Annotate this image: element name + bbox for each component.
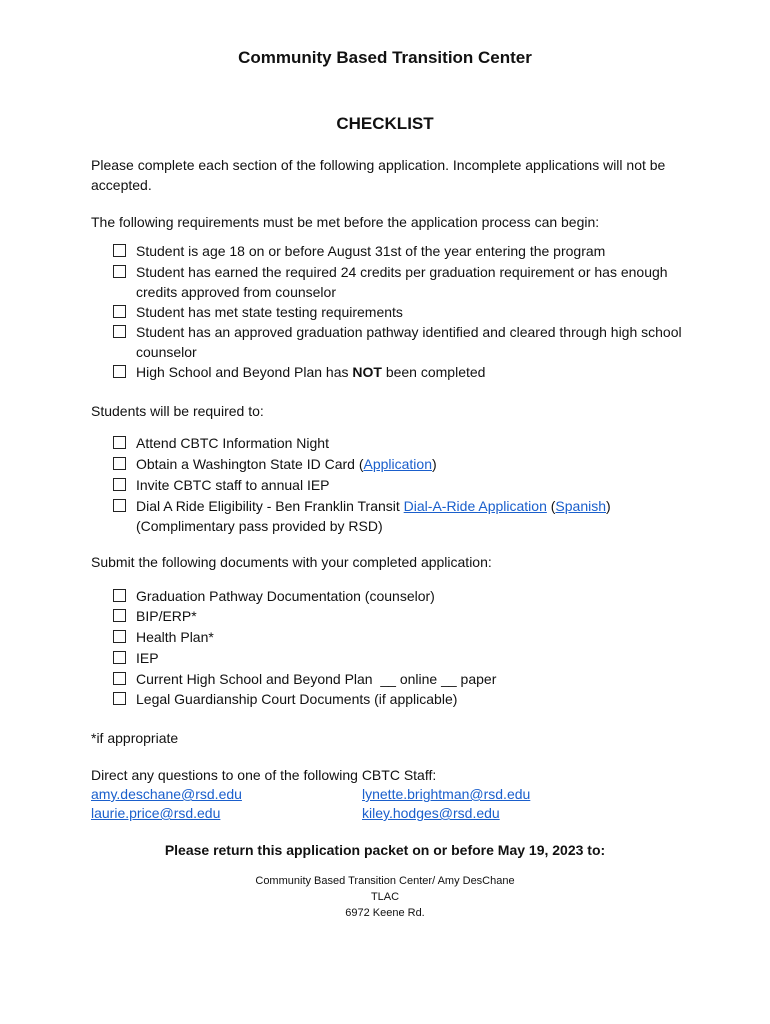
requirements-heading: The following requirements must be met before the application process can begin: xyxy=(91,214,600,230)
email-link-kiley[interactable]: kiley.hodges@rsd.edu xyxy=(362,805,500,821)
document-text: Health Plan* xyxy=(136,629,214,645)
student-text: Obtain a Washington State ID Card (Application) xyxy=(136,456,437,472)
requirement-text: Student is age 18 on or before August 31st of the year entering the program xyxy=(136,243,606,259)
checkbox[interactable] xyxy=(113,305,126,318)
requirement-text: Student has an approved graduation pathway identified and cleared through high school counselor xyxy=(136,324,682,360)
document-text: Legal Guardianship Court Documents (if applicable) xyxy=(136,691,458,707)
document-text: BIP/ERP* xyxy=(136,608,197,624)
checkbox[interactable] xyxy=(113,609,126,622)
checkbox[interactable] xyxy=(113,365,126,378)
contacts-heading: Direct any questions to one of the following CBTC Staff: xyxy=(91,767,437,783)
checkbox[interactable] xyxy=(113,478,126,491)
checkbox[interactable] xyxy=(113,630,126,643)
requirement-text: Student has earned the required 24 credits per graduation requirement or has enough credits approved from counselor xyxy=(136,264,668,300)
email-link-lynette[interactable]: lynette.brightman@rsd.edu xyxy=(362,786,531,802)
page-title: Community Based Transition Center xyxy=(238,48,532,67)
checkbox[interactable] xyxy=(113,589,126,602)
checkbox[interactable] xyxy=(113,499,126,512)
address-line-2: TLAC xyxy=(370,891,400,903)
document-text: Graduation Pathway Documentation (counselor) xyxy=(136,588,435,604)
requirement-text: Student has met state testing requirements xyxy=(136,304,403,320)
checkbox[interactable] xyxy=(113,672,126,685)
address-line-1: Community Based Transition Center/ Amy DesChane xyxy=(255,875,515,887)
checkbox[interactable] xyxy=(113,265,126,278)
dial-a-ride-application-link[interactable]: Dial-A-Ride Application xyxy=(403,498,547,514)
email-link-laurie[interactable]: laurie.price@rsd.edu xyxy=(91,805,221,821)
intro-text: Please complete each section of the following application. Incomplete applications will not be accepted. xyxy=(91,157,666,193)
document-text: Current High School and Beyond Plan __ online __ paper xyxy=(136,671,497,687)
checkbox[interactable] xyxy=(113,457,126,470)
documents-heading: Submit the following documents with your completed application: xyxy=(91,554,492,570)
checkbox[interactable] xyxy=(113,436,126,449)
checklist-heading: CHECKLIST xyxy=(336,114,434,133)
document-text: IEP xyxy=(136,650,159,666)
checkbox[interactable] xyxy=(113,692,126,705)
id-application-link[interactable]: Application xyxy=(363,456,432,472)
student-text: Dial A Ride Eligibility - Ben Franklin Transit Dial-A-Ride Application (Spanish) (Complimentary pass provided by RSD) xyxy=(136,498,611,534)
footnote: *if appropriate xyxy=(91,730,179,746)
email-link-amy[interactable]: amy.deschane@rsd.edu xyxy=(91,786,242,802)
spanish-link[interactable]: Spanish xyxy=(555,498,607,514)
requirement-text: High School and Beyond Plan has NOT been completed xyxy=(136,364,486,380)
student-text: Attend CBTC Information Night xyxy=(136,435,329,451)
checkbox[interactable] xyxy=(113,325,126,338)
emphasis-not: NOT xyxy=(352,364,382,380)
checkbox[interactable] xyxy=(113,244,126,257)
student-text: Invite CBTC staff to annual IEP xyxy=(136,477,330,493)
address-line-3: 6972 Keene Rd. xyxy=(345,907,425,919)
return-notice: Please return this application packet on or before May 19, 2023 to: xyxy=(164,842,606,858)
checkbox[interactable] xyxy=(113,651,126,664)
students-heading: Students will be required to: xyxy=(91,403,264,419)
